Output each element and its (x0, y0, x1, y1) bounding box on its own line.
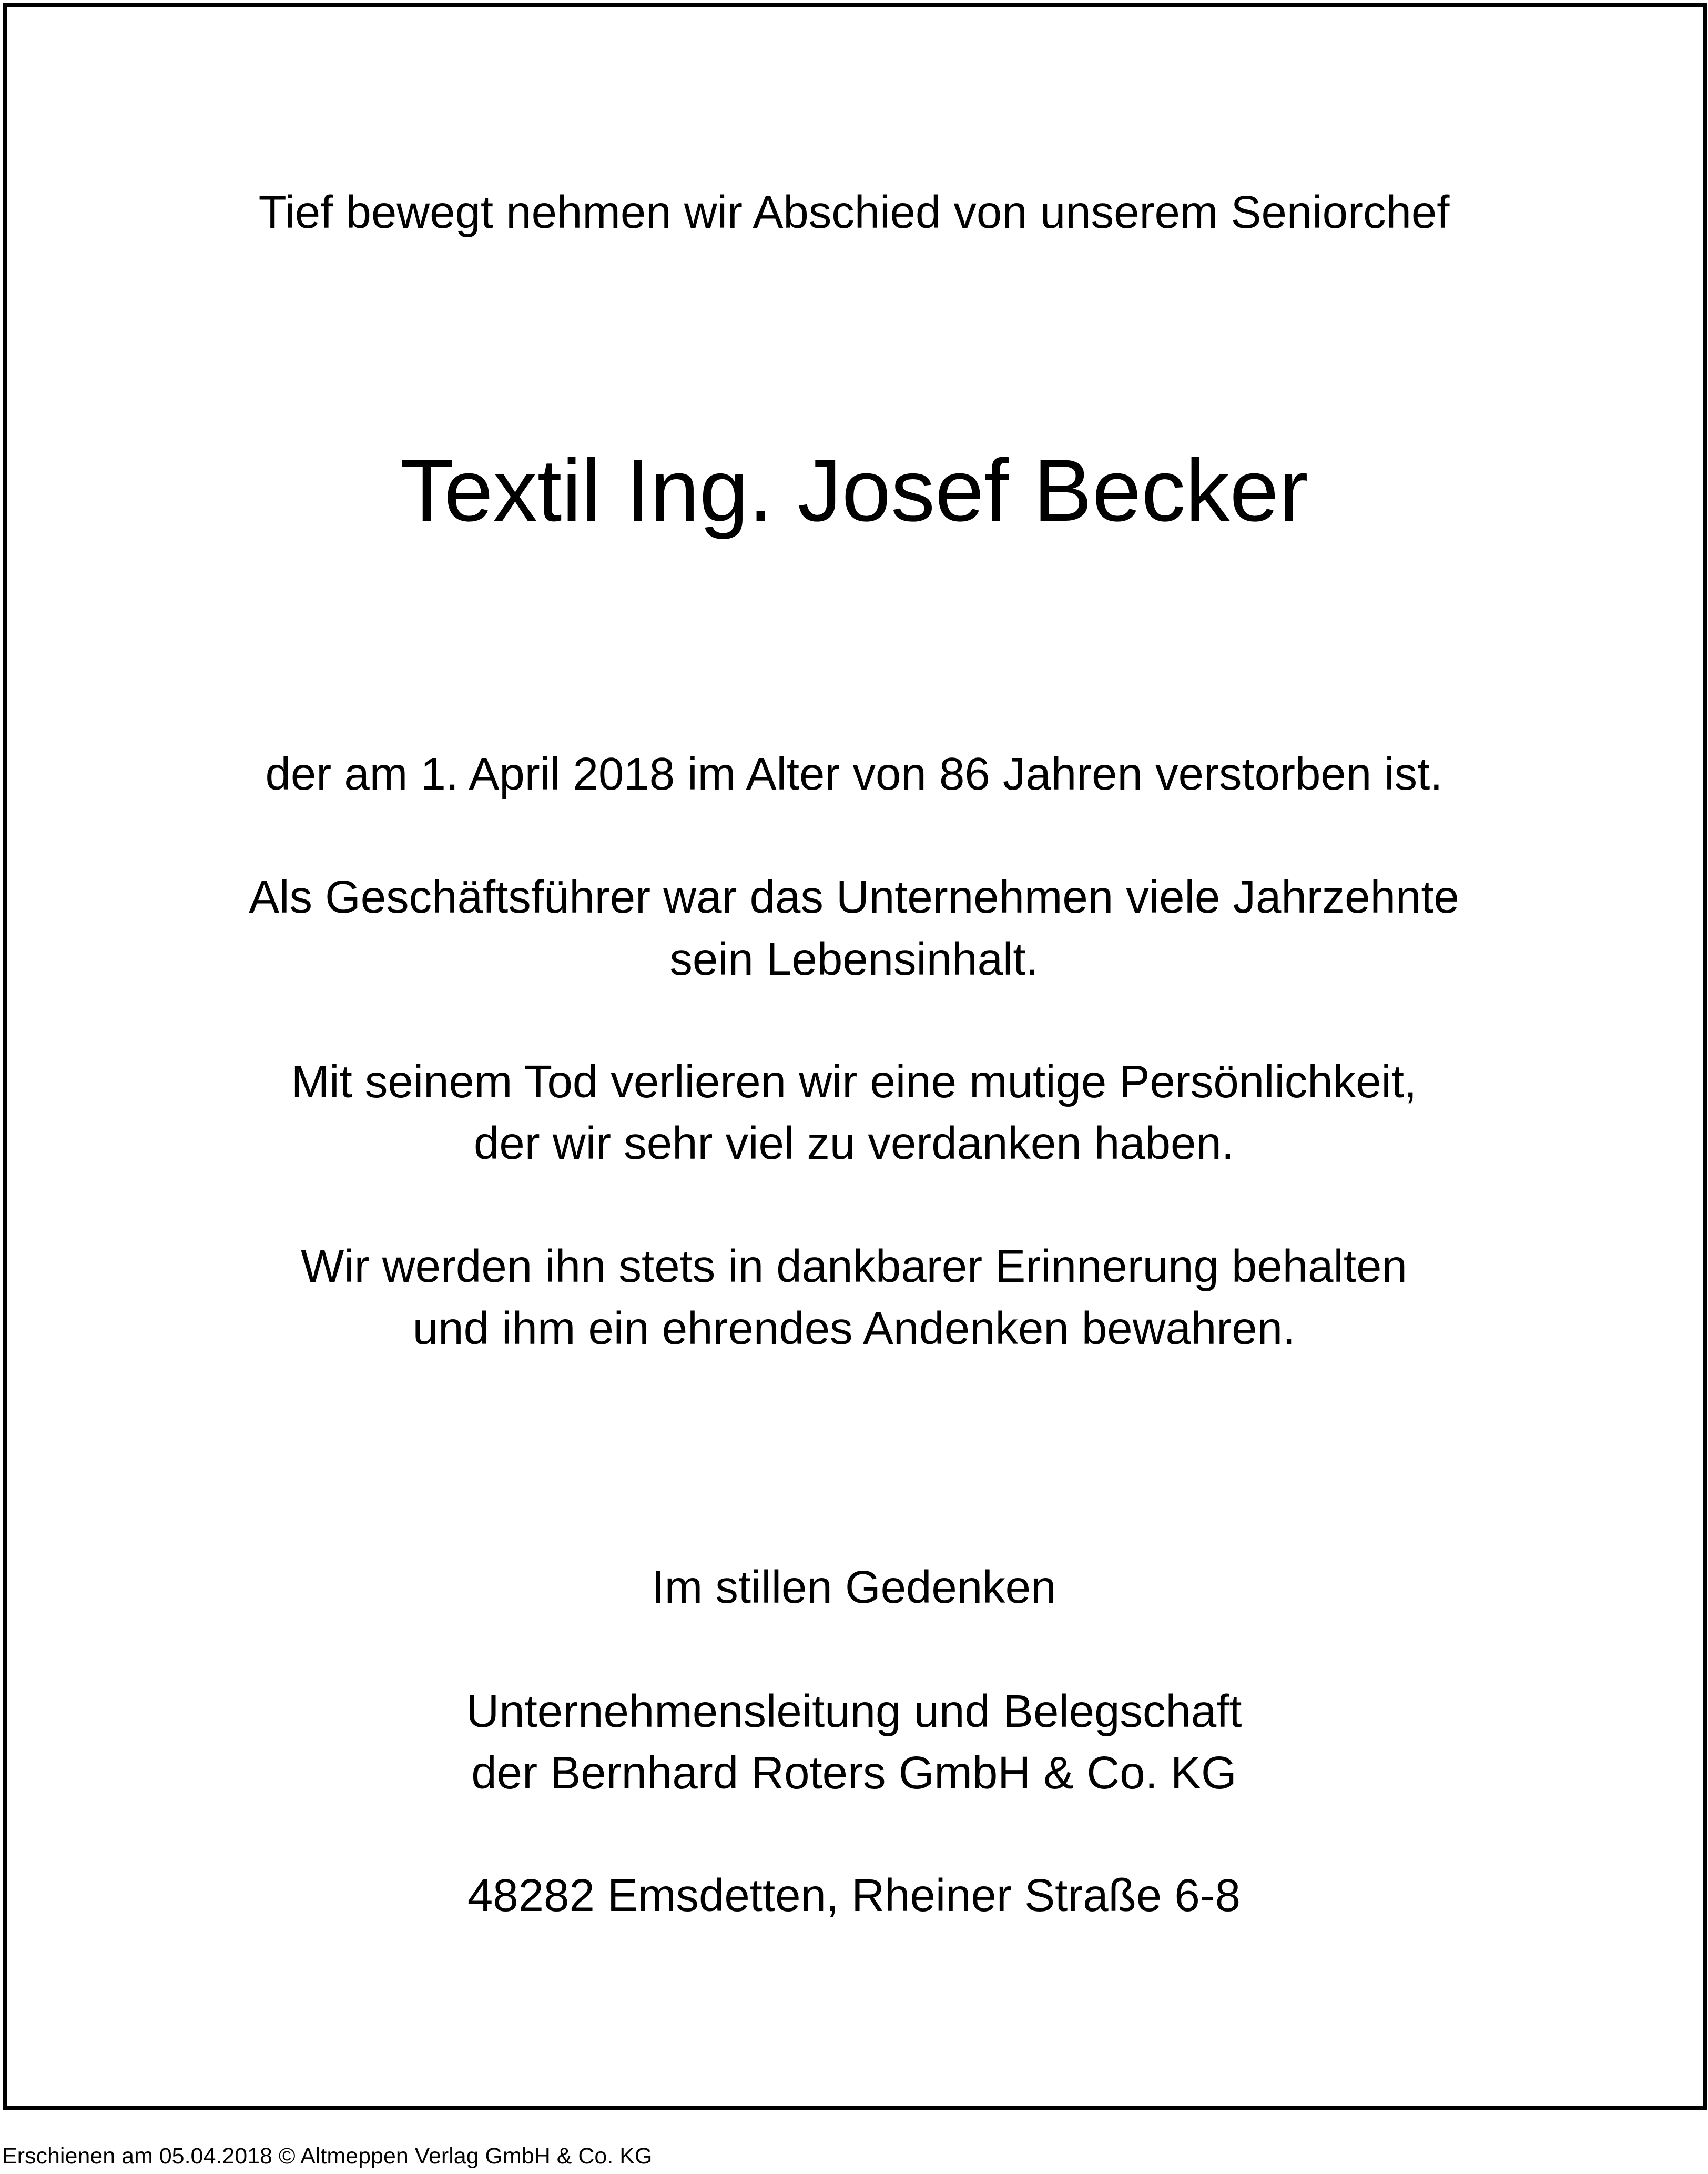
paragraph-3-line-1: Mit seinem Tod verlieren wir eine mutige Persönlichkeit, (291, 1056, 1417, 1107)
paragraph-4-line-1: Wir werden ihn stets in dankbarer Erinnerung behalten (301, 1241, 1407, 1292)
signatory-line-1: Unternehmensleitung und Belegschaft (466, 1686, 1242, 1737)
deceased-name: Textil Ing. Josef Becker (400, 441, 1308, 540)
paragraph-3-line-2: der wir sehr viel zu verdanken haben. (474, 1118, 1234, 1169)
closing-line: Im stillen Gedenken (652, 1562, 1056, 1613)
signatory-line-2: der Bernhard Roters GmbH & Co. KG (471, 1747, 1237, 1798)
address-line: 48282 Emsdetten, Rheiner Straße 6-8 (467, 1870, 1241, 1921)
paragraph-2-line-1: Als Geschäftsführer war das Unternehmen viele Jahrzehnte (249, 872, 1459, 923)
paragraph-2-line-2: sein Lebensinhalt. (669, 934, 1039, 985)
paragraph-4-line-2: und ihm ein ehrendes Andenken bewahren. (412, 1303, 1296, 1354)
intro-line: Tief bewegt nehmen wir Abschied von unserem Seniorchef (258, 187, 1450, 238)
death-date-line: der am 1. April 2018 im Alter von 86 Jahren verstorben ist. (265, 749, 1443, 800)
publication-note: Erschienen am 05.04.2018 © Altmeppen Verlag GmbH & Co. KG (2, 2143, 653, 2169)
